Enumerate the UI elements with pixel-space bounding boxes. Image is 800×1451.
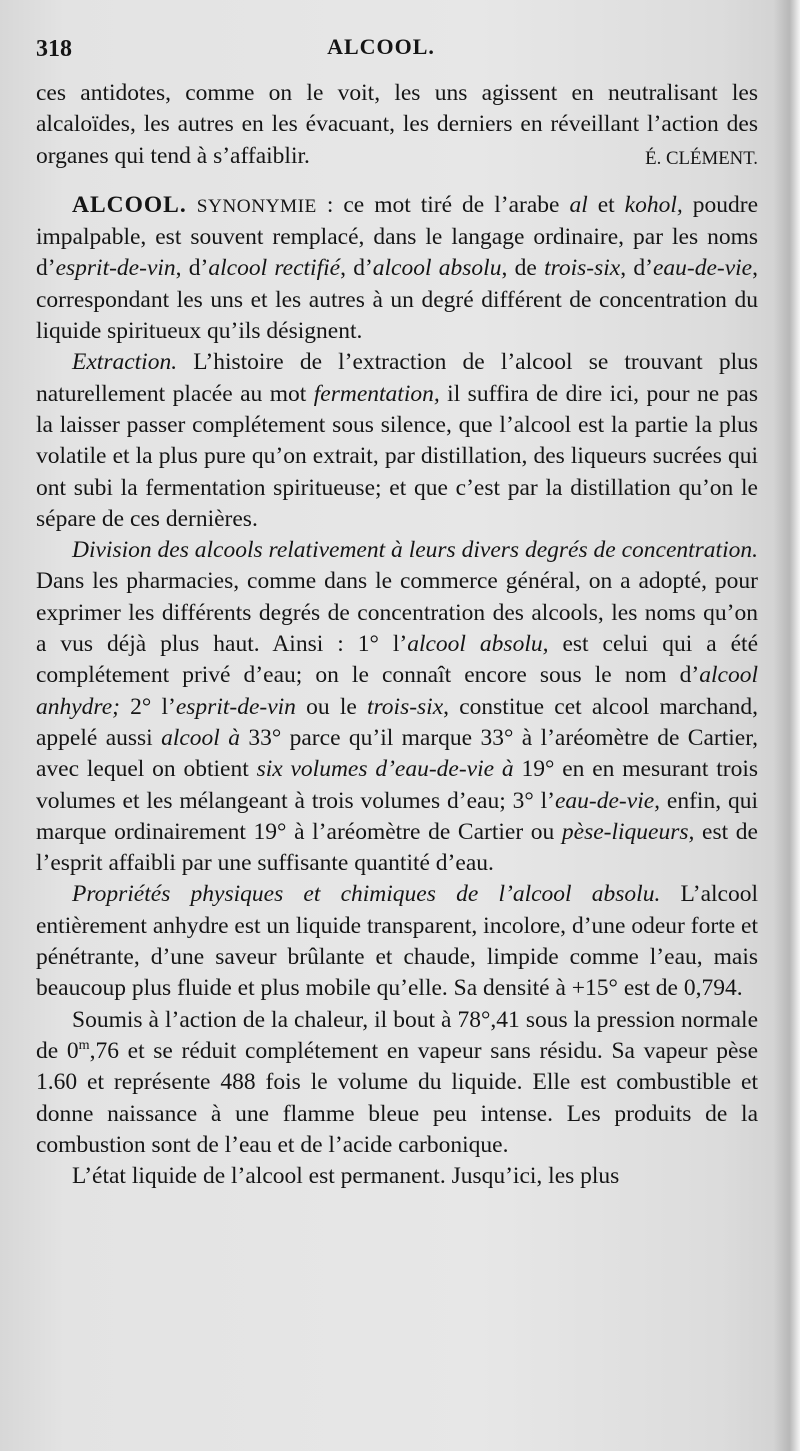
text-run: , d’ xyxy=(175,255,209,282)
page-header xyxy=(36,30,726,66)
italic-term: esprit-de-vin xyxy=(55,255,176,282)
section-heading: Division des alcools relativement à leurs divers degrés de concentration. xyxy=(72,537,758,564)
paragraph-alcool-entry xyxy=(36,190,758,347)
text-run: Soumis à l’action de la chaleur, il bout à 78°,41 sous la pression normale de 0 xyxy=(36,1006,758,1064)
text-run: il suffira de dire ici, pour ne pas la laisser passer complétement sous silence, que l’alcool est la partie la plus volatile et la plus pure qu’on extrait, par distillation, des liqueurs sucrées qui ont subi la fermentation spiritueuse; et que c’est par la distillation qu’on le sépare de ces dernières. xyxy=(36,380,758,532)
text-run: , de xyxy=(501,255,545,282)
italic-term: kohol, xyxy=(624,191,683,218)
paragraph-division xyxy=(36,535,758,879)
text-run: 2° l’ xyxy=(119,693,176,720)
italic-term: alcool absolu, xyxy=(407,631,549,658)
page-edge-shadow xyxy=(774,0,800,1451)
paragraph-chaleur xyxy=(36,1005,758,1161)
text-run: , d’ xyxy=(620,255,653,282)
section-heading: Propriétés physiques et chimiques de l’alcool absolu. xyxy=(72,881,661,908)
paragraph-etat-liquide xyxy=(36,1161,758,1192)
text-run: enfin, qui marque ordinairement 19° à l’aréomètre de Cartier ou xyxy=(36,787,758,845)
superscript-unit: m xyxy=(78,1037,90,1054)
author-signature: É. CLÉMENT. xyxy=(645,147,758,169)
paragraph-proprietes xyxy=(36,879,758,1004)
synonymie-label: SYNONYMIE xyxy=(196,195,317,217)
page-number: 318 xyxy=(36,36,72,62)
text-run: est de l’esprit affaibli par une suffisante quantité d’eau. xyxy=(36,818,758,877)
paragraph-antidotes-end xyxy=(36,78,758,172)
italic-term: al xyxy=(569,191,588,218)
text-run: , d’ xyxy=(340,255,373,282)
text-run: 19° en en mesurant trois volumes et les mélangeant à trois volumes d’eau; 3° l’ xyxy=(36,756,758,814)
running-head: ALCOOL. xyxy=(327,34,435,59)
text-run: L’alcool entièrement anhydre est un liquide transparent, incolore, d’une odeur forte et pénétrante, d’une saveur brûlante et chaude, limpide comme l’eau, mais beaucoup plus fluide et plus mobile qu’elle. Sa densité à +15° est de 0,794. xyxy=(36,881,758,1002)
text-run: , correspondant les uns et les autres à un degré différent de concentration du liquide spiritueux qu’ils désignent. xyxy=(36,255,758,345)
italic-term: six volumes d’eau-de-vie à xyxy=(256,756,514,783)
italic-term: eau-de-vie, xyxy=(555,787,661,814)
text-run: L’état liquide de l’alcool est permanent. Jusqu’ici, les plus xyxy=(72,1163,620,1190)
text-run: 33° parce qu’il marque 33° à l’aréomètre de Cartier, avec lequel on obtient xyxy=(36,724,758,783)
section-heading: Extraction. xyxy=(72,349,178,376)
italic-term: esprit-de-vin xyxy=(175,693,296,720)
entry-headword: ALCOOL. xyxy=(72,191,187,218)
text-run: : ce mot tiré de l’arabe xyxy=(316,191,570,218)
paragraph-extraction xyxy=(36,347,758,535)
italic-term: trois-six xyxy=(366,693,444,720)
italic-term: alcool absolu xyxy=(372,255,502,282)
text-run: est celui qui a été complétement privé d’eau; on le connaît encore sous le nom d’ xyxy=(36,631,758,689)
paragraph-text: ces antidotes, comme on le voit, les uns agissent en neutralisant les alcaloïdes, les autres en les évacuant, les derniers en réveillant l’action des organes qui tend à s’affaiblir. xyxy=(36,80,758,169)
page-body xyxy=(36,78,758,1192)
italic-term: alcool anhydre; xyxy=(36,662,758,720)
italic-term: alcool à xyxy=(161,724,240,751)
text-run: ,76 et se réduit complétement en vapeur sans résidu. Sa vapeur pèse 1.60 et représente 488 fois le volume du liquide. Elle est combustible et donne naissance à une flamme bleue peu intense. Les produits de la combustion sont de l’eau et de l’acide carbonique. xyxy=(36,1037,758,1158)
text-run: poudre impalpable, est souvent remplacé, dans le langage ordinaire, par les noms d’ xyxy=(36,191,758,282)
text-run: , constitue cet alcool marchand, appelé aussi xyxy=(36,693,758,751)
italic-term: alcool rectifié xyxy=(208,255,341,282)
text-run: ou le xyxy=(295,693,367,720)
italic-term: trois-six xyxy=(544,255,621,282)
text-run: L’histoire de l’extraction de l’alcool se trouvant plus naturellement placée au mot xyxy=(36,349,758,407)
text-run: Dans les pharmacies, comme dans le commerce général, on a adopté, pour exprimer les différents degrés de concentration des alcools, les noms qu’on a vus déjà plus haut. Ainsi : 1° l’ xyxy=(36,568,758,658)
italic-term: pèse-liqueurs, xyxy=(561,818,695,845)
italic-term: eau-de-vie xyxy=(652,255,753,282)
text-run: et xyxy=(587,191,625,218)
italic-term: fermentation, xyxy=(313,380,440,407)
